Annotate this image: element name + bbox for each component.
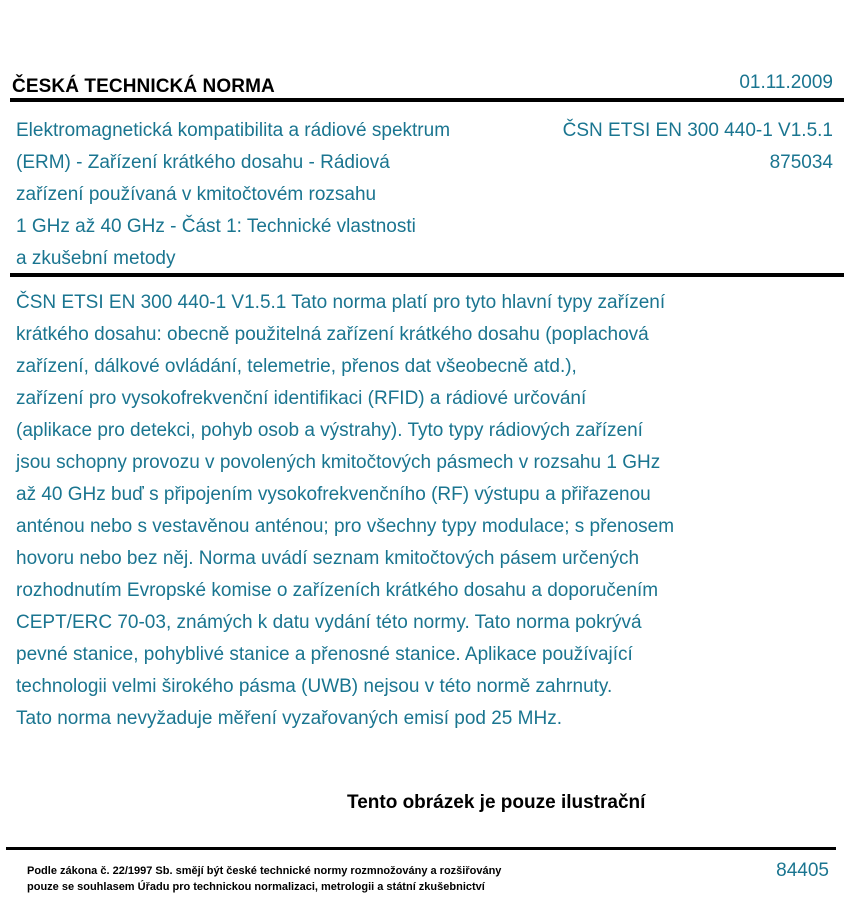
classification-number: 875034 bbox=[769, 152, 833, 173]
standard-annotation: ČSN ETSI EN 300 440-1 V1.5.1 Tato norma platí pro tyto hlavní typy zařízení krátkého dosahu: obecně použitelná zařízení krátkého dosahu (poplachová zařízení, dálkové ovládání, telemetrie, přenos dat všeobecně atd.), zařízení pro vysokofrekvenční identifikaci (RFID) a rádiové určování (aplikace pro detekci, pohyb osob a výstrahy). Tyto typy rádiových zařízení jsou schopny provozu v povolených kmitočtových pásmech v rozsahu 1 GHz až 40 GHz buď s připojením vysokofrekvenčního (RF) výstupu a přiřazenou anténou nebo s vestavěnou anténou; pro všechny typy modulace; s přenosem hovoru nebo bez něj. Norma uvádí seznam kmitočtových pásem určených rozhodnutím Evropské komise o zařízeních krátkého dosahu a doporučením CEPT/ERC 70-03, známých k datu vydání této normy. Tato norma pokrývá pevné stanice, pohyblivé stanice a přenosné stanice. Aplikace používající technologii velmi širokého pásma (UWB) nejsou v této normě zahrnuty. Tato norma nevyžaduje měření vyzařovaných emisí pod 25 MHz. bbox=[16, 292, 675, 729]
header-divider bbox=[10, 98, 844, 102]
legal-notice: Podle zákona č. 22/1997 Sb. smějí být české technické normy rozmnožovány a rozšiřovány pouze se souhlasem Úřadu pro technickou normalizaci, metrologii a státní zkušebnictví bbox=[27, 865, 502, 893]
standard-title: Elektromagnetická kompatibilita a rádiové spektrum (ERM) - Zařízení krátkého dosahu - Rádiová zařízení používaná v kmitočtovém rozsahu 1 GHz až 40 GHz - Část 1: Technické vlastnosti a zkušební metody bbox=[16, 120, 451, 269]
document-header-title: ČESKÁ TECHNICKÁ NORMA bbox=[12, 76, 275, 97]
standard-identifier bbox=[563, 115, 833, 179]
illustrative-note: Tento obrázek je pouze ilustrační bbox=[347, 792, 646, 813]
footer-divider bbox=[6, 847, 836, 850]
standard-code: ČSN ETSI EN 300 440-1 V1.5.1 bbox=[562, 120, 833, 141]
publication-date: 01.11.2009 bbox=[739, 72, 833, 93]
catalog-number: 84405 bbox=[776, 860, 829, 881]
title-divider bbox=[10, 273, 844, 277]
